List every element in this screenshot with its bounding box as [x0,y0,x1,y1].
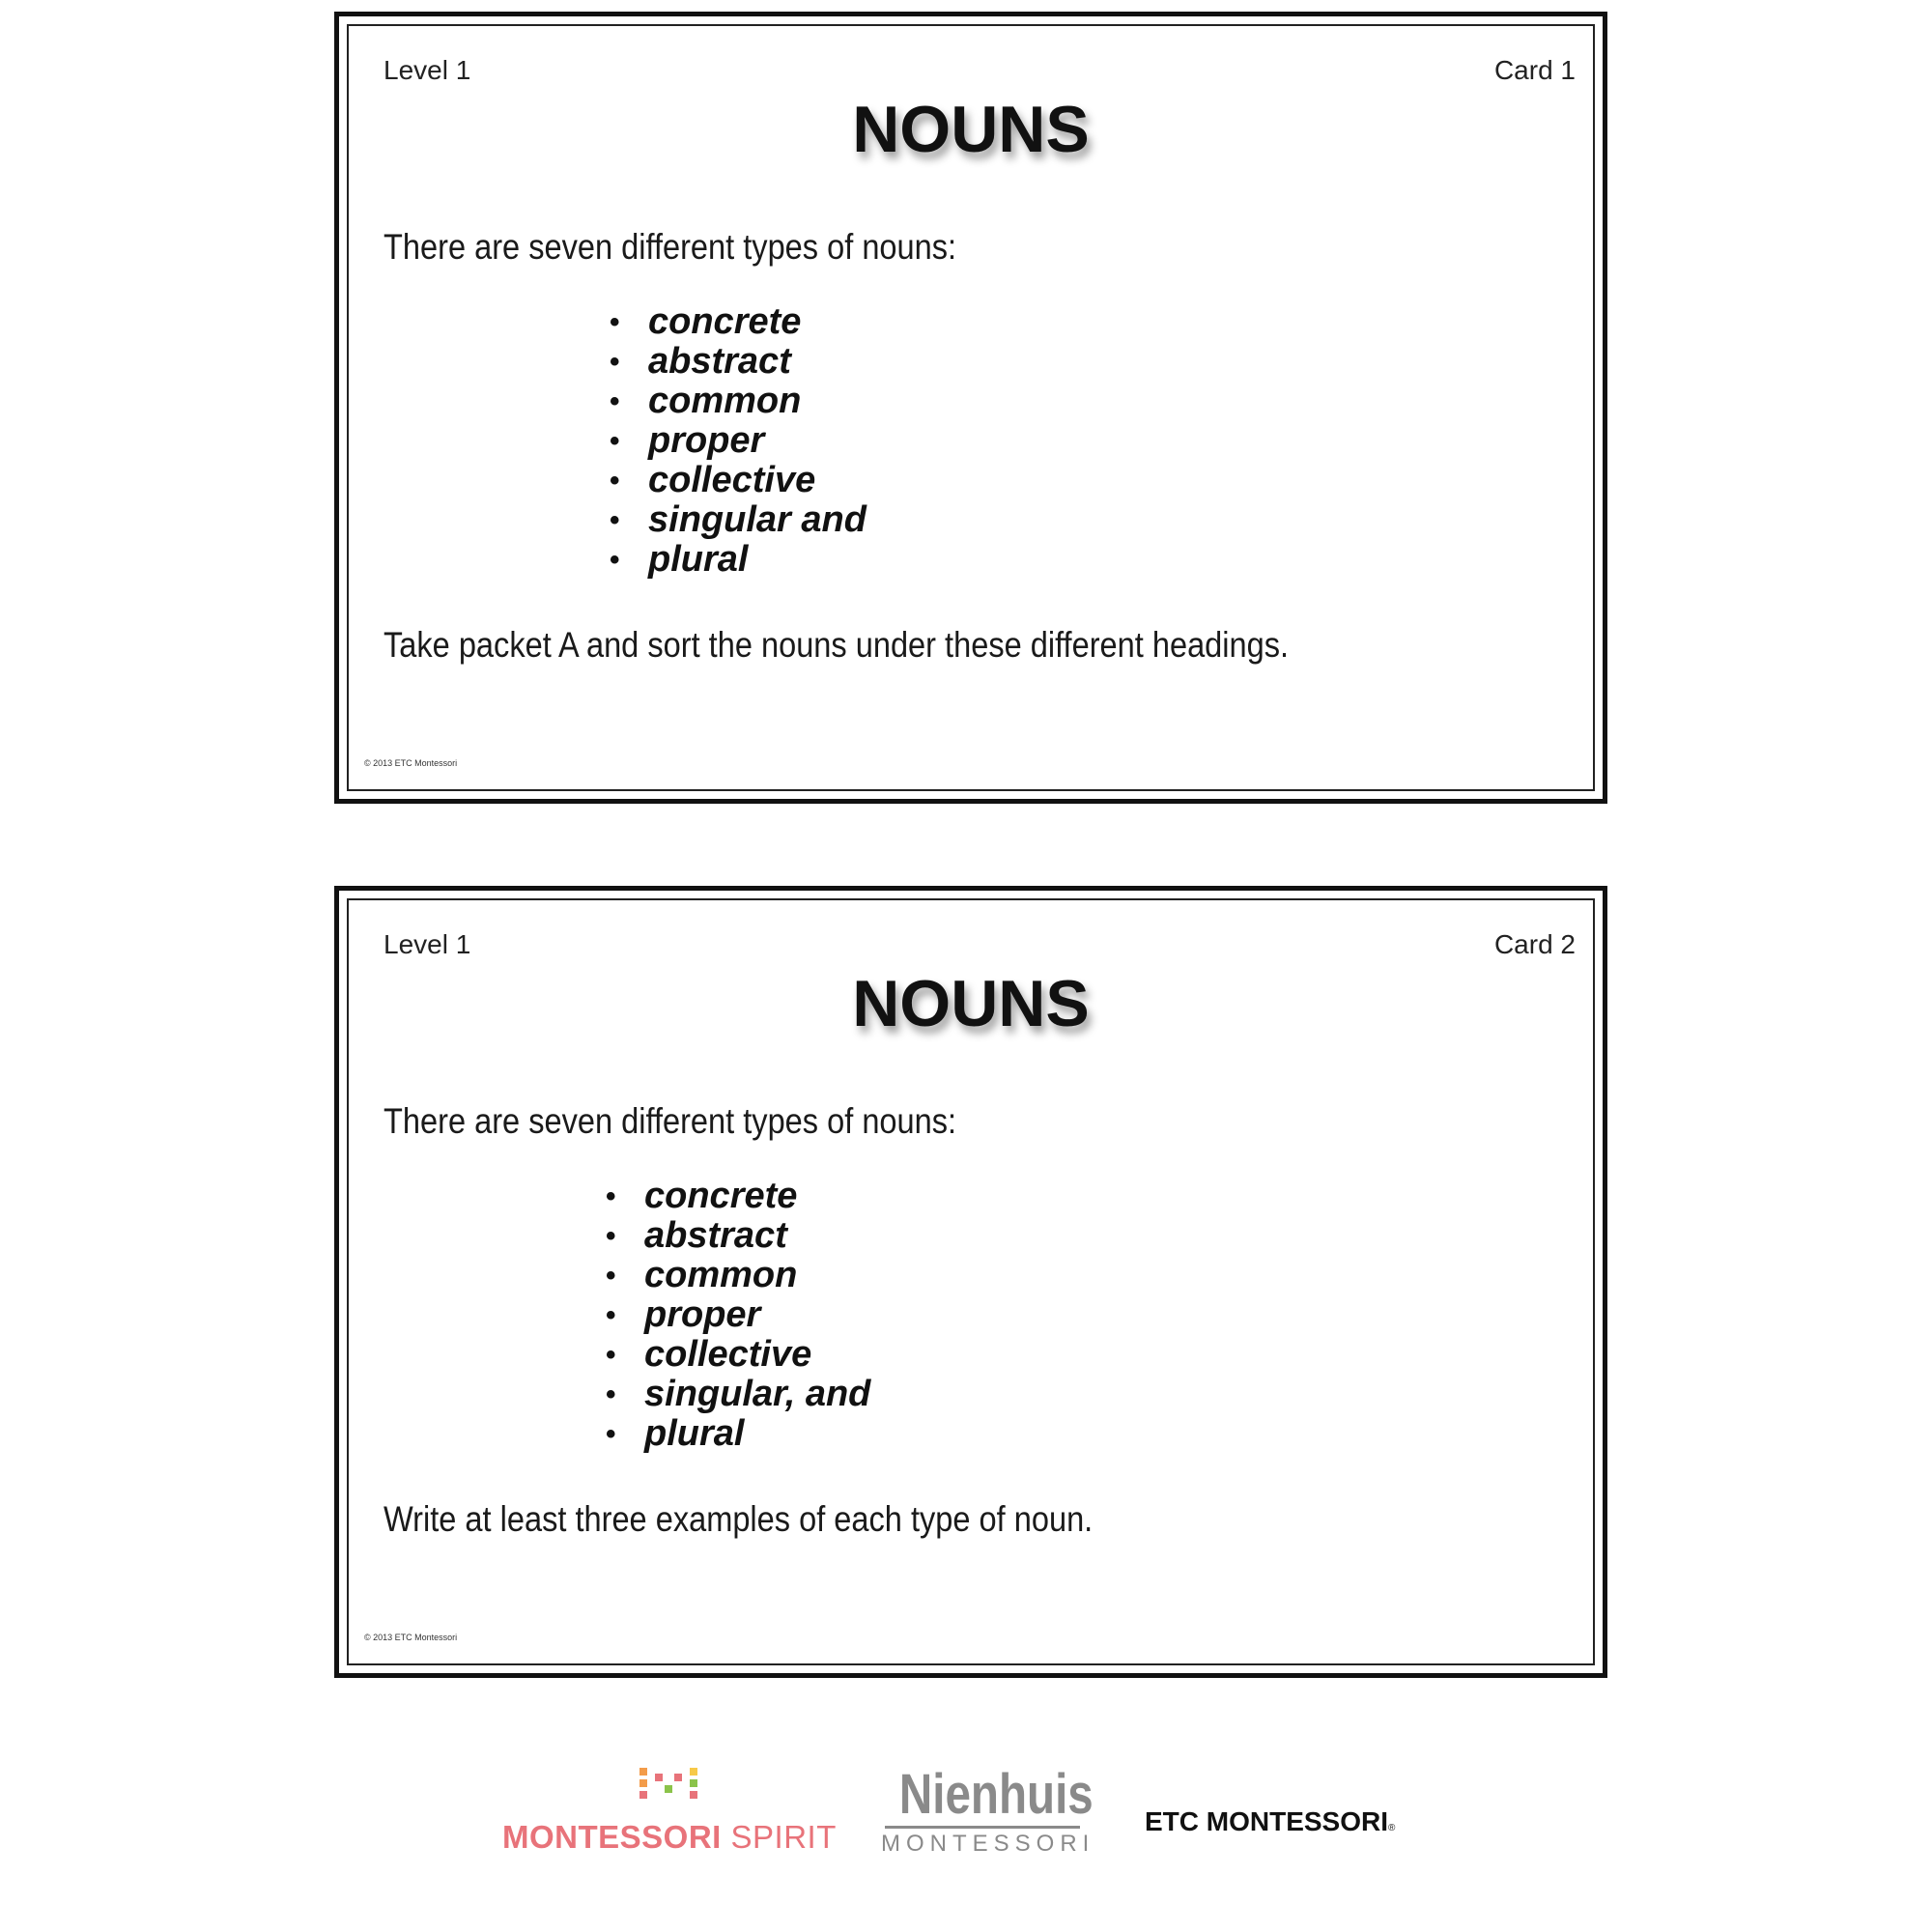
card-number: Card 1 [1493,55,1576,85]
list-item: • concrete [606,1176,798,1216]
card-inner-border [347,898,1595,1665]
list-item: • plural [606,1413,745,1454]
card-title: NOUNS [852,93,1090,166]
bullet-icon: • [610,346,620,378]
task-card-2 [334,886,1607,1678]
bullet-icon: • [610,306,620,338]
card-number: Card 2 [1493,929,1576,959]
card-inner-border [347,24,1595,791]
copyright-text: © 2013 ETC Montessori [364,1633,458,1642]
nienhuis-logo [881,1763,1095,1872]
bullet-icon: • [606,1180,616,1212]
intro-text: There are seven different types of nouns: [384,1101,957,1141]
bullet-icon: • [606,1260,616,1292]
montessori-spirit-logo [502,1766,836,1872]
bullet-icon: • [610,465,620,497]
bullet-icon: • [610,425,620,457]
montessori-spirit-mark-icon [638,1766,699,1810]
list-item: • concrete [610,301,802,342]
list-item: • common [610,381,802,421]
montessori-spirit-wordmark: MONTESSORI SPIRIT [502,1819,837,1855]
instruction-text: Take packet A and sort the nouns under these different headings. [384,625,1290,665]
etc-montessori-logo: ETC MONTESSORI® [1145,1806,1396,1836]
bullet-icon: • [606,1378,616,1410]
list-item: • abstract [610,341,791,382]
card-title: NOUNS [852,967,1090,1040]
nienhuis-subtitle: MONTESSORI [881,1831,1095,1857]
level-label: Level 1 [384,55,471,85]
bullet-icon: • [610,504,620,536]
list-item: • collective [606,1334,812,1375]
intro-text: There are seven different types of nouns: [384,227,957,267]
bullet-icon: • [610,385,620,417]
instruction-text: Write at least three examples of each type of noun. [384,1499,1094,1539]
level-label: Level 1 [384,929,471,959]
noun-types-list [610,302,867,580]
task-card-1 [334,12,1607,804]
list-item: • singular, and [606,1374,871,1414]
list-item: • proper [610,420,765,461]
registered-mark: ® [1388,1823,1396,1833]
list-item: • collective [610,460,816,500]
noun-types-list [606,1177,870,1454]
list-item: • common [606,1255,798,1295]
list-item: • singular and [610,499,867,540]
list-item: • plural [610,539,749,580]
copyright-text: © 2013 ETC Montessori [364,758,458,768]
list-item: • abstract [606,1215,787,1256]
bullet-icon: • [610,544,620,576]
list-item: • proper [606,1294,761,1335]
bullet-icon: • [606,1339,616,1371]
nienhuis-wordmark: Nienhuis [898,1763,1094,1826]
nienhuis-divider [885,1826,1080,1829]
bullet-icon: • [606,1418,616,1450]
bullet-icon: • [606,1220,616,1252]
bullet-icon: • [606,1299,616,1331]
